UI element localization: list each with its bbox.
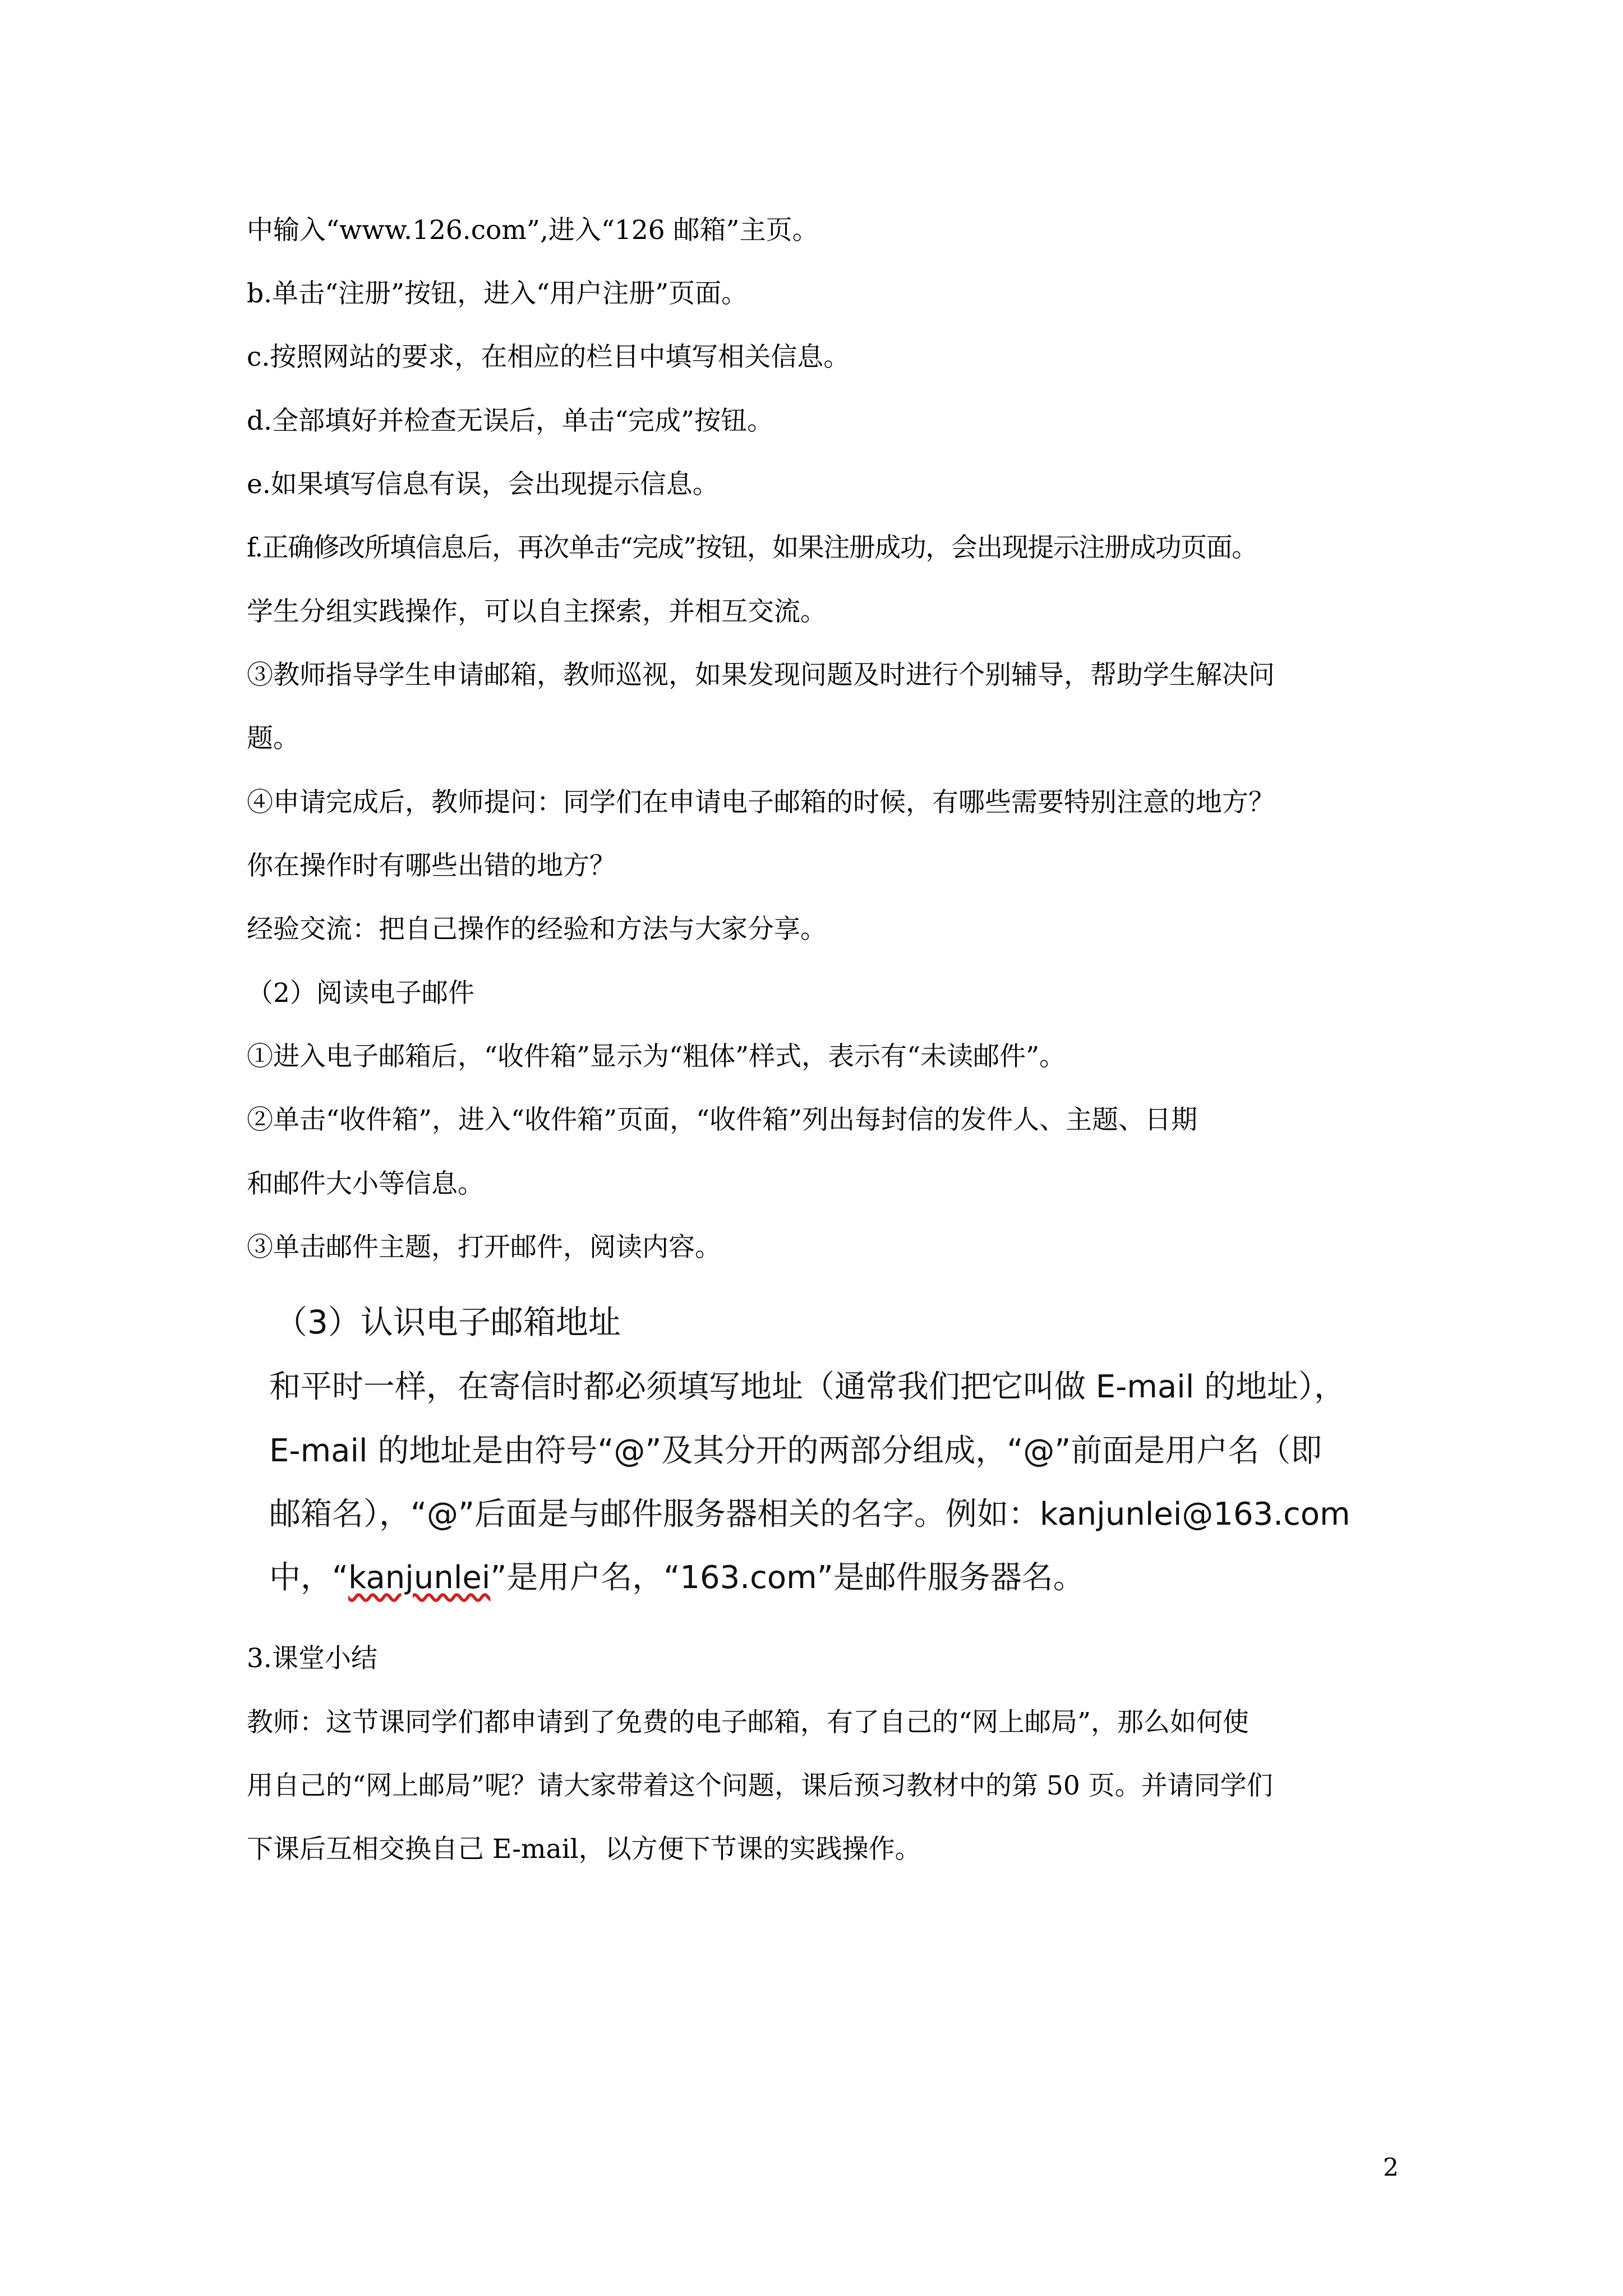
text-line: 题。 <box>247 723 299 754</box>
section-text-line: E-mail 的地址是由符号“@”及其分开的两部分组成，“@”前面是用户名（即 <box>269 1433 1322 1469</box>
text-line: 用自己的“网上邮局”呢？请大家带着这个问题，课后预习教材中的第 50 页。并请同学们 <box>247 1770 1273 1801</box>
section-text-line <box>269 1558 1085 1598</box>
text-line: 下课后互相交换自己 E-mail，以方便下节课的实践操作。 <box>247 1834 921 1865</box>
text-line: ③单击邮件主题，打开邮件，阅读内容。 <box>247 1232 721 1263</box>
text-line: 和邮件大小等信息。 <box>247 1168 484 1199</box>
text-line: 你在操作时有哪些出错的地方？ <box>247 850 616 881</box>
section-text-part: ”是用户名，“163.com”是邮件服务器名。 <box>490 1559 1085 1596</box>
summary-heading: 3.课堂小结 <box>247 1643 377 1674</box>
section-text-line: 邮箱名），“@”后面是与邮件服务器相关的名字。例如：kanjunlei@163.com <box>269 1496 1350 1533</box>
text-line: 经验交流：把自己操作的经验和方法与大家分享。 <box>247 914 827 945</box>
text-line: f.正确修改所填信息后，再次单击“完成”按钮，如果注册成功，会出现提示注册成功页面。 <box>247 532 1257 563</box>
text-line: c.按照网站的要求，在相应的栏目中填写相关信息。 <box>247 342 850 372</box>
text-line: ②单击“收件箱”，进入“收件箱”页面，“收件箱”列出每封信的发件人、主题、日期 <box>247 1105 1198 1135</box>
text-line: 学生分组实践操作，可以自主探索，并相互交流。 <box>247 596 827 627</box>
page-number: 2 <box>1383 2154 1399 2182</box>
text-line: d.全部填好并检查无误后，单击“完成”按钮。 <box>247 406 774 436</box>
section-text-line: 和平时一样，在寄信时都必须填写地址（通常我们把它叫做 E-mail 的地址）， <box>269 1369 1346 1405</box>
text-line: ④申请完成后，教师提问：同学们在申请电子邮箱的时候，有哪些需要特别注意的地方？ <box>247 787 1275 818</box>
section-text-part: 中，“ <box>269 1559 349 1596</box>
username-example: kanjunlei <box>348 1559 491 1596</box>
text-line: 中输入“www.126.com”,进入“126 邮箱”主页。 <box>247 215 819 246</box>
text-line: ①进入电子邮箱后，“收件箱”显示为“粗体”样式，表示有“未读邮件”。 <box>247 1041 1066 1072</box>
subheading: （2）阅读电子邮件 <box>247 978 474 1009</box>
text-line: ③教师指导学生申请邮箱，教师巡视，如果发现问题及时进行个别辅导，帮助学生解决问 <box>247 660 1275 691</box>
text-line: 教师：这节课同学们都申请到了免费的电子邮箱，有了自己的“网上邮局”，那么如何使 <box>247 1707 1249 1738</box>
text-line: e.如果填写信息有误，会出现提示信息。 <box>247 469 719 500</box>
section-heading: （3）认识电子邮箱地址 <box>275 1303 621 1341</box>
text-line: b.单击“注册”按钮，进入“用户注册”页面。 <box>247 278 748 309</box>
